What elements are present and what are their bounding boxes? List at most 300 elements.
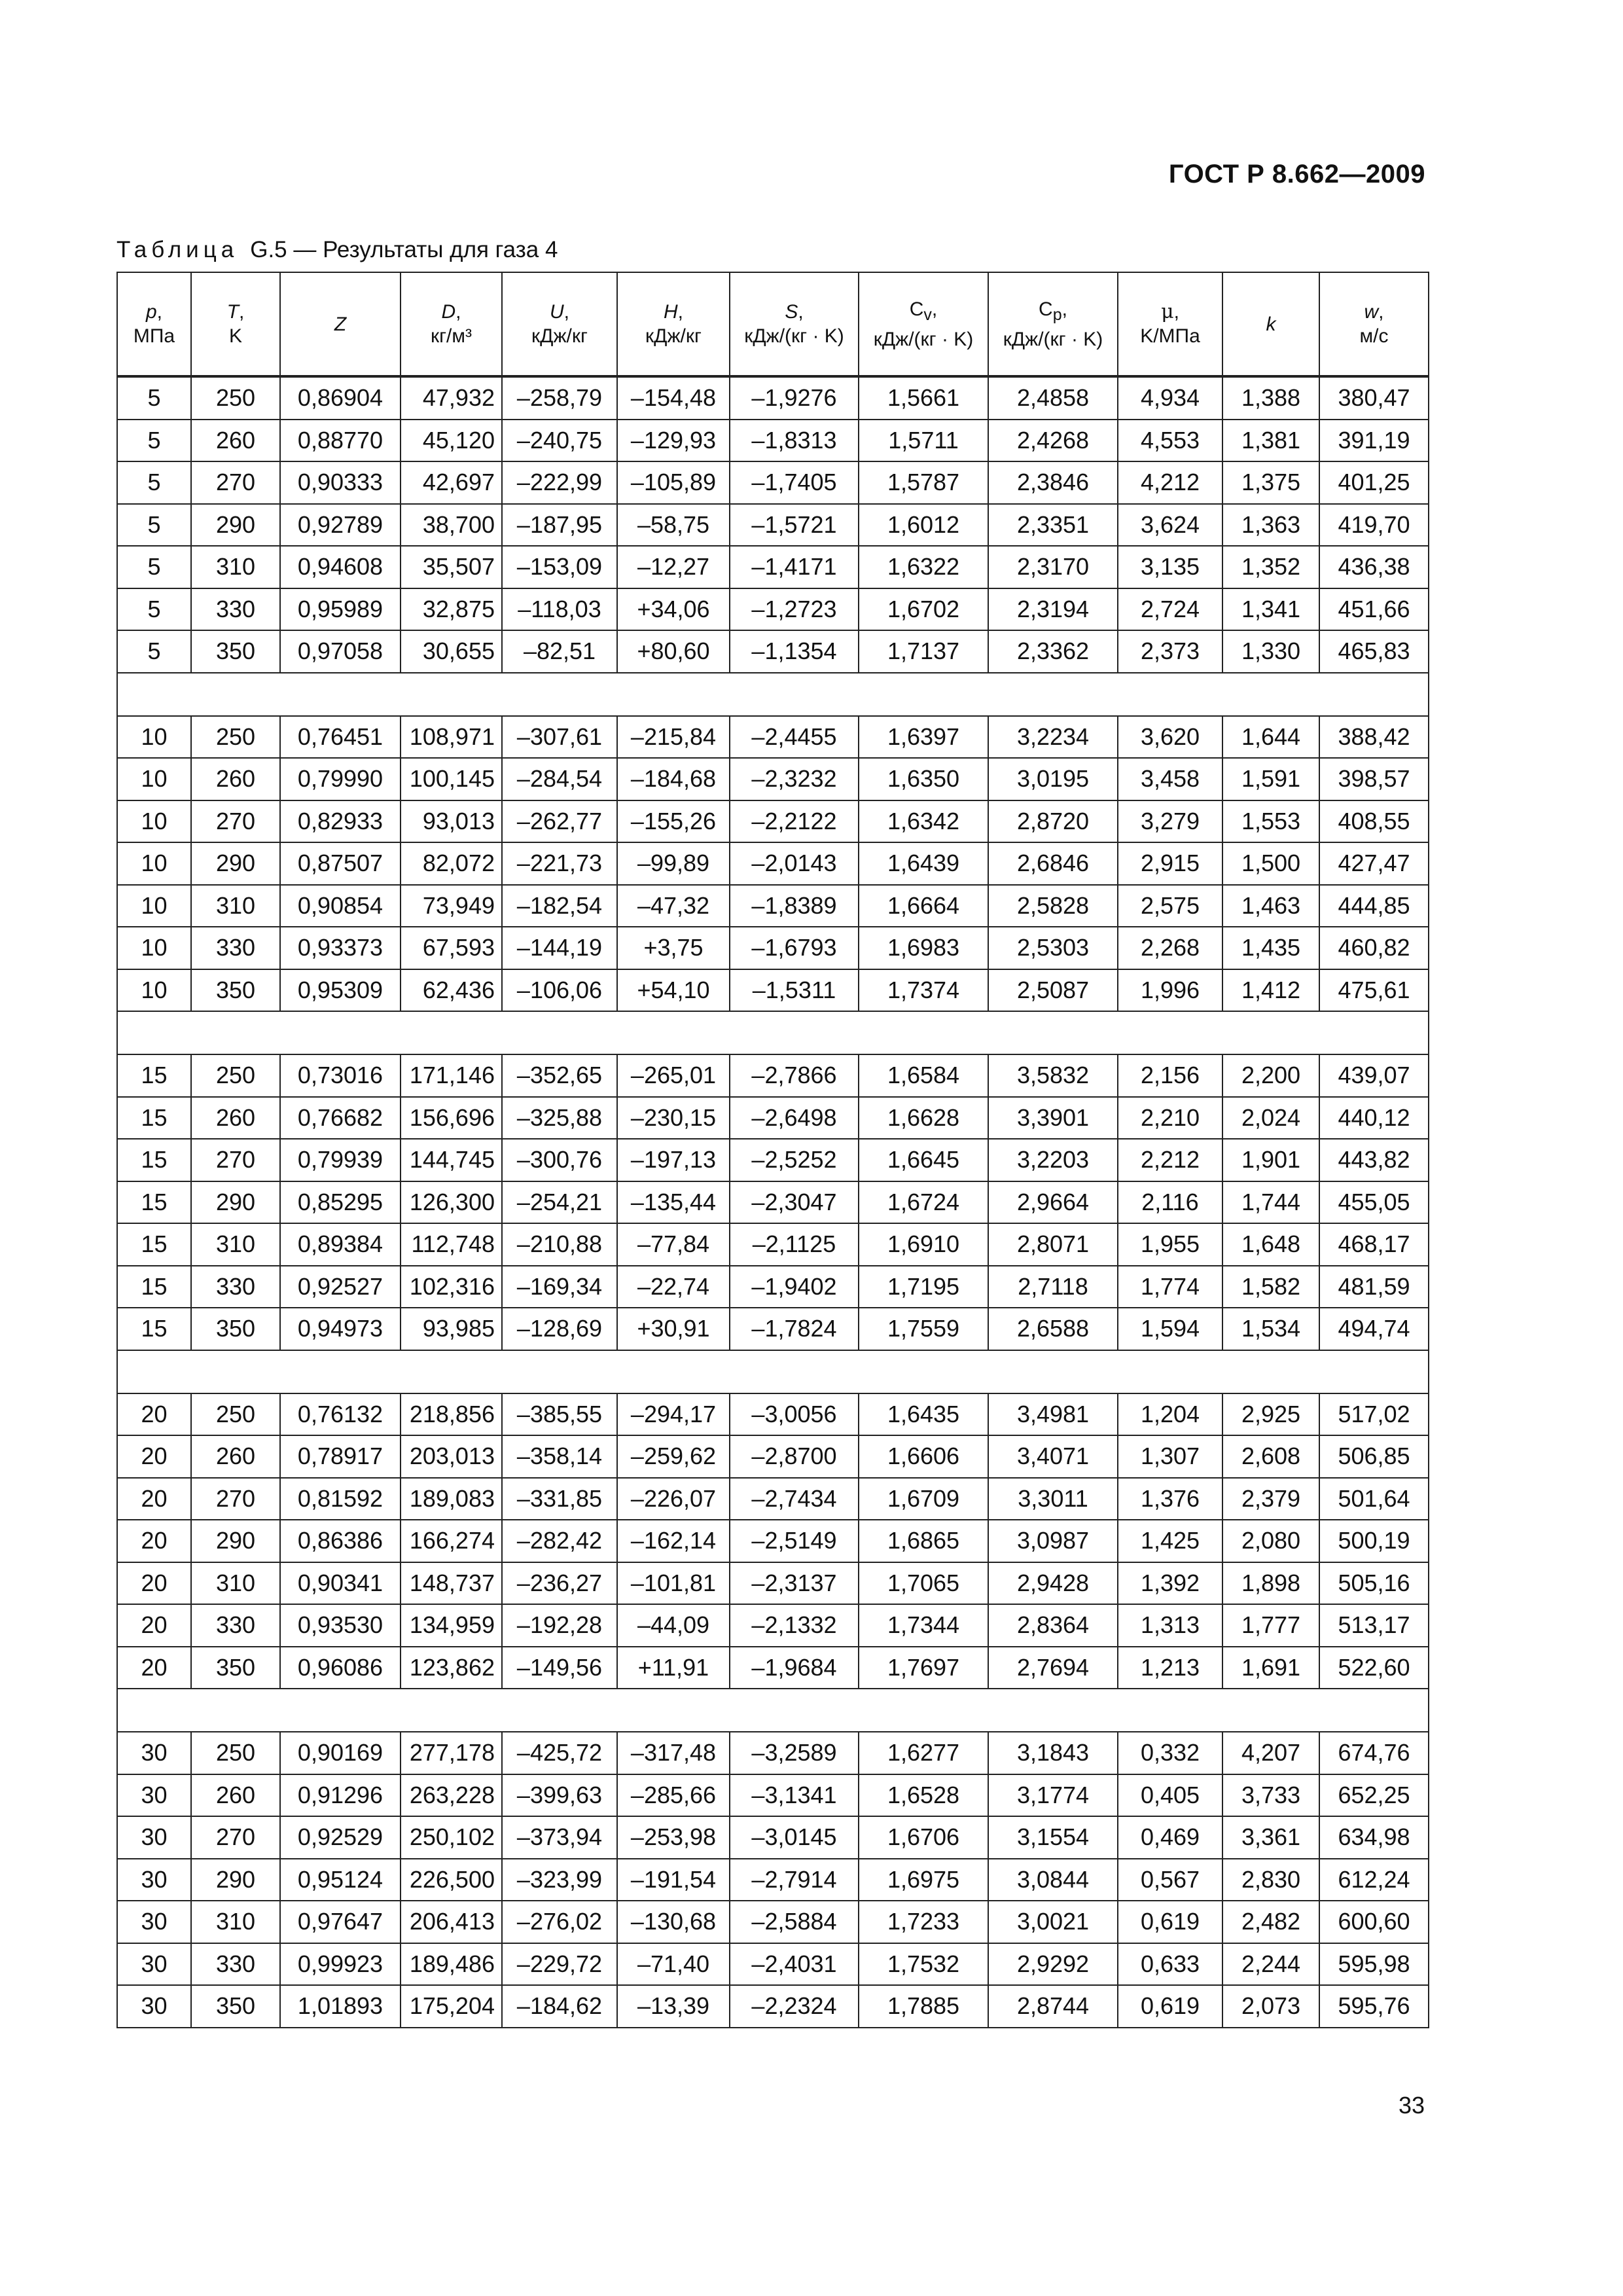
table-cell-enthalpy: –99,89 xyxy=(617,842,730,885)
column-symbol: S xyxy=(785,301,798,323)
table-cell-compressibility: 0,73016 xyxy=(280,1054,401,1097)
table-cell-compressibility: 0,89384 xyxy=(280,1223,401,1266)
table-cell-jt-coefficient: 1,307 xyxy=(1118,1435,1222,1478)
table-cell-heat-capacity-v: 1,6664 xyxy=(859,885,988,927)
table-cell-compressibility: 0,87507 xyxy=(280,842,401,885)
table-cell-entropy: –1,2723 xyxy=(730,588,859,631)
table-cell-heat-capacity-v: 1,7137 xyxy=(859,630,988,673)
table-cell-enthalpy: –259,62 xyxy=(617,1435,730,1478)
table-cell-pressure: 5 xyxy=(117,504,191,547)
column-unit: K/МПа xyxy=(1140,325,1200,347)
table-cell-density: 93,013 xyxy=(401,800,502,843)
table-cell-heat-capacity-p: 2,3170 xyxy=(988,546,1118,588)
table-cell-internal-energy: –307,61 xyxy=(502,716,617,759)
table-cell-heat-capacity-p: 2,6846 xyxy=(988,842,1118,885)
table-cell-isentropic-exponent: 1,534 xyxy=(1222,1308,1319,1350)
table-cell-density: 42,697 xyxy=(401,461,502,504)
table-cell-pressure: 5 xyxy=(117,420,191,462)
column-symbol: C xyxy=(909,298,924,320)
table-cell-isentropic-exponent: 1,591 xyxy=(1222,758,1319,800)
table-cell-isentropic-exponent: 1,363 xyxy=(1222,504,1319,547)
table-cell-enthalpy: –71,40 xyxy=(617,1943,730,1986)
table-cell-pressure: 5 xyxy=(117,461,191,504)
table-cell-jt-coefficient: 2,212 xyxy=(1118,1139,1222,1181)
table-cell-density: 226,500 xyxy=(401,1859,502,1901)
table-cell-pressure: 10 xyxy=(117,758,191,800)
table-cell-isentropic-exponent: 2,024 xyxy=(1222,1097,1319,1139)
table-cell-sound-speed: 481,59 xyxy=(1319,1266,1429,1308)
column-header-heat-capacity-p: $C_p$, кДж/(кг · K) xyxy=(988,272,1118,376)
table-cell-isentropic-exponent: 1,381 xyxy=(1222,420,1319,462)
table-cell-jt-coefficient: 2,156 xyxy=(1118,1054,1222,1097)
table-cell-heat-capacity-p: 2,5828 xyxy=(988,885,1118,927)
table-cell-heat-capacity-v: 1,6975 xyxy=(859,1859,988,1901)
table-cell-density: 134,959 xyxy=(401,1604,502,1647)
table-row xyxy=(117,1859,1429,1901)
table-cell-temperature: 310 xyxy=(191,1901,280,1943)
table-cell-compressibility: 0,85295 xyxy=(280,1181,401,1224)
table-cell-entropy: –3,1341 xyxy=(730,1774,859,1817)
table-cell-entropy: –1,8389 xyxy=(730,885,859,927)
table-cell-heat-capacity-v: 1,7344 xyxy=(859,1604,988,1647)
table-cell-density: 108,971 xyxy=(401,716,502,759)
table-cell-compressibility: 0,95309 xyxy=(280,969,401,1012)
page-number: 33 xyxy=(1398,2092,1425,2119)
table-cell-compressibility: 1,01893 xyxy=(280,1985,401,2028)
table-cell-sound-speed: 595,76 xyxy=(1319,1985,1429,2028)
table-cell-temperature: 330 xyxy=(191,1266,280,1308)
table-cell-isentropic-exponent: 2,830 xyxy=(1222,1859,1319,1901)
table-cell-heat-capacity-p: 2,3362 xyxy=(988,630,1118,673)
table-body xyxy=(117,376,1429,2028)
table-cell-entropy: –2,0143 xyxy=(730,842,859,885)
table-cell-isentropic-exponent: 2,073 xyxy=(1222,1985,1319,2028)
table-cell-temperature: 290 xyxy=(191,504,280,547)
table-cell-pressure: 30 xyxy=(117,1943,191,1986)
table-cell-temperature: 330 xyxy=(191,1943,280,1986)
table-cell-isentropic-exponent: 2,379 xyxy=(1222,1478,1319,1520)
table-cell-temperature: 270 xyxy=(191,461,280,504)
table-cell-entropy: –2,1332 xyxy=(730,1604,859,1647)
table-cell-internal-energy: –192,28 xyxy=(502,1604,617,1647)
table-cell-compressibility: 0,90333 xyxy=(280,461,401,504)
table-cell-isentropic-exponent: 2,608 xyxy=(1222,1435,1319,1478)
table-cell-entropy: –2,4455 xyxy=(730,716,859,759)
table-cell-density: 277,178 xyxy=(401,1732,502,1774)
table-row xyxy=(117,1901,1429,1943)
table-cell-internal-energy: –229,72 xyxy=(502,1943,617,1986)
table-cell-pressure: 10 xyxy=(117,842,191,885)
table-cell-enthalpy: +11,91 xyxy=(617,1647,730,1689)
column-unit: кДж/кг xyxy=(645,325,702,347)
table-cell-enthalpy: –265,01 xyxy=(617,1054,730,1097)
table-cell-internal-energy: –221,73 xyxy=(502,842,617,885)
table-cell-internal-energy: –182,54 xyxy=(502,885,617,927)
column-header-pressure: p, МПа xyxy=(117,272,191,376)
table-row xyxy=(117,969,1429,1012)
table-cell-isentropic-exponent: 1,644 xyxy=(1222,716,1319,759)
column-header-density: D, кг/м³ xyxy=(401,272,502,376)
table-cell-jt-coefficient: 1,996 xyxy=(1118,969,1222,1012)
table-cell-heat-capacity-v: 1,7374 xyxy=(859,969,988,1012)
table-cell-entropy: –2,5149 xyxy=(730,1520,859,1562)
table-cell-enthalpy: –155,26 xyxy=(617,800,730,843)
table-row xyxy=(117,1562,1429,1605)
table-cell-jt-coefficient: 2,210 xyxy=(1118,1097,1222,1139)
table-cell-density: 82,072 xyxy=(401,842,502,885)
table-cell-heat-capacity-p: 2,8744 xyxy=(988,1985,1118,2028)
column-unit: кДж/кг xyxy=(531,325,588,347)
table-cell-density: 166,274 xyxy=(401,1520,502,1562)
table-cell-enthalpy: +54,10 xyxy=(617,969,730,1012)
table-cell-sound-speed: 398,57 xyxy=(1319,758,1429,800)
table-cell-heat-capacity-v: 1,6910 xyxy=(859,1223,988,1266)
column-header-sound-speed: w, м/с xyxy=(1319,272,1429,376)
table-cell-enthalpy: –12,27 xyxy=(617,546,730,588)
table-cell-internal-energy: –187,95 xyxy=(502,504,617,547)
table-cell-heat-capacity-p: 2,9664 xyxy=(988,1181,1118,1224)
table-cell-entropy: –2,2122 xyxy=(730,800,859,843)
table-cell-enthalpy: –77,84 xyxy=(617,1223,730,1266)
column-symbol: H xyxy=(663,301,678,323)
table-cell-enthalpy: –226,07 xyxy=(617,1478,730,1520)
table-cell-temperature: 260 xyxy=(191,758,280,800)
table-cell-entropy: –3,0145 xyxy=(730,1816,859,1859)
table-cell-density: 218,856 xyxy=(401,1393,502,1436)
table-cell-temperature: 330 xyxy=(191,1604,280,1647)
table-cell-heat-capacity-v: 1,6528 xyxy=(859,1774,988,1817)
table-cell-temperature: 350 xyxy=(191,1308,280,1350)
table-cell-internal-energy: –236,27 xyxy=(502,1562,617,1605)
table-row xyxy=(117,1266,1429,1308)
table-cell-temperature: 270 xyxy=(191,1478,280,1520)
table-cell-heat-capacity-v: 1,6397 xyxy=(859,716,988,759)
table-cell-density: 30,655 xyxy=(401,630,502,673)
column-unit: кДж/(кг · K) xyxy=(873,328,974,350)
table-cell-internal-energy: –425,72 xyxy=(502,1732,617,1774)
table-cell-isentropic-exponent: 4,207 xyxy=(1222,1732,1319,1774)
table-cell-internal-energy: –222,99 xyxy=(502,461,617,504)
table-cell-temperature: 310 xyxy=(191,546,280,588)
table-row xyxy=(117,376,1429,420)
table-cell-heat-capacity-p: 3,0021 xyxy=(988,1901,1118,1943)
table-cell-pressure: 5 xyxy=(117,376,191,420)
table-row xyxy=(117,758,1429,800)
group-separator-cell xyxy=(117,1689,1429,1732)
table-cell-heat-capacity-v: 1,6706 xyxy=(859,1816,988,1859)
table-cell-jt-coefficient: 3,624 xyxy=(1118,504,1222,547)
table-cell-pressure: 30 xyxy=(117,1774,191,1817)
table-cell-heat-capacity-p: 2,3351 xyxy=(988,504,1118,547)
table-cell-compressibility: 0,90169 xyxy=(280,1732,401,1774)
table-cell-heat-capacity-v: 1,7233 xyxy=(859,1901,988,1943)
table-cell-entropy: –2,5884 xyxy=(730,1901,859,1943)
table-cell-compressibility: 0,76682 xyxy=(280,1097,401,1139)
table-cell-jt-coefficient: 0,332 xyxy=(1118,1732,1222,1774)
table-cell-jt-coefficient: 0,567 xyxy=(1118,1859,1222,1901)
table-cell-pressure: 15 xyxy=(117,1181,191,1224)
table-cell-heat-capacity-v: 1,7559 xyxy=(859,1308,988,1350)
table-cell-density: 203,013 xyxy=(401,1435,502,1478)
table-cell-compressibility: 0,96086 xyxy=(280,1647,401,1689)
table-row xyxy=(117,1816,1429,1859)
table-cell-jt-coefficient: 1,594 xyxy=(1118,1308,1222,1350)
table-cell-entropy: –2,5252 xyxy=(730,1139,859,1181)
table-cell-density: 47,932 xyxy=(401,376,502,420)
table-cell-isentropic-exponent: 2,200 xyxy=(1222,1054,1319,1097)
table-cell-jt-coefficient: 1,204 xyxy=(1118,1393,1222,1436)
table-cell-density: 123,862 xyxy=(401,1647,502,1689)
table-cell-temperature: 290 xyxy=(191,1859,280,1901)
table-cell-jt-coefficient: 4,553 xyxy=(1118,420,1222,462)
table-cell-heat-capacity-p: 3,5832 xyxy=(988,1054,1118,1097)
table-cell-entropy: –3,0056 xyxy=(730,1393,859,1436)
table-cell-density: 250,102 xyxy=(401,1816,502,1859)
table-cell-isentropic-exponent: 1,744 xyxy=(1222,1181,1319,1224)
column-symbol: Z xyxy=(334,313,347,335)
document-id: ГОСТ Р 8.662—2009 xyxy=(1168,160,1425,188)
table-cell-heat-capacity-v: 1,6702 xyxy=(859,588,988,631)
table-cell-isentropic-exponent: 1,553 xyxy=(1222,800,1319,843)
table-cell-heat-capacity-v: 1,7532 xyxy=(859,1943,988,1986)
table-cell-temperature: 270 xyxy=(191,1816,280,1859)
table-cell-isentropic-exponent: 3,361 xyxy=(1222,1816,1319,1859)
table-cell-temperature: 310 xyxy=(191,1223,280,1266)
table-cell-compressibility: 0,78917 xyxy=(280,1435,401,1478)
table-cell-heat-capacity-v: 1,6584 xyxy=(859,1054,988,1097)
table-row xyxy=(117,630,1429,673)
table-cell-isentropic-exponent: 2,244 xyxy=(1222,1943,1319,1986)
table-cell-entropy: –2,3232 xyxy=(730,758,859,800)
table-cell-jt-coefficient: 2,915 xyxy=(1118,842,1222,885)
table-cell-entropy: –2,6498 xyxy=(730,1097,859,1139)
table-cell-density: 175,204 xyxy=(401,1985,502,2028)
table-cell-temperature: 250 xyxy=(191,1054,280,1097)
table-cell-entropy: –2,3137 xyxy=(730,1562,859,1605)
table-cell-internal-energy: –106,06 xyxy=(502,969,617,1012)
table-cell-isentropic-exponent: 1,898 xyxy=(1222,1562,1319,1605)
table-cell-enthalpy: –197,13 xyxy=(617,1139,730,1181)
table-cell-internal-energy: –210,88 xyxy=(502,1223,617,1266)
column-unit: кДж/(кг · K) xyxy=(744,325,844,347)
table-cell-internal-energy: –149,56 xyxy=(502,1647,617,1689)
table-cell-jt-coefficient: 1,376 xyxy=(1118,1478,1222,1520)
table-cell-sound-speed: 451,66 xyxy=(1319,588,1429,631)
table-cell-sound-speed: 468,17 xyxy=(1319,1223,1429,1266)
table-cell-internal-energy: –258,79 xyxy=(502,376,617,420)
table-cell-temperature: 250 xyxy=(191,716,280,759)
table-cell-pressure: 30 xyxy=(117,1985,191,2028)
table-cell-entropy: –1,7824 xyxy=(730,1308,859,1350)
table-cell-jt-coefficient: 2,268 xyxy=(1118,927,1222,969)
table-cell-sound-speed: 501,64 xyxy=(1319,1478,1429,1520)
table-cell-entropy: –1,1354 xyxy=(730,630,859,673)
table-cell-heat-capacity-p: 2,7118 xyxy=(988,1266,1118,1308)
table-cell-isentropic-exponent: 1,648 xyxy=(1222,1223,1319,1266)
group-separator-cell xyxy=(117,1350,1429,1393)
table-cell-temperature: 290 xyxy=(191,842,280,885)
table-cell-heat-capacity-p: 3,4071 xyxy=(988,1435,1118,1478)
table-cell-pressure: 20 xyxy=(117,1478,191,1520)
table-cell-pressure: 20 xyxy=(117,1520,191,1562)
table-cell-sound-speed: 652,25 xyxy=(1319,1774,1429,1817)
table-cell-entropy: –1,9402 xyxy=(730,1266,859,1308)
table-cell-enthalpy: –44,09 xyxy=(617,1604,730,1647)
table-cell-internal-energy: –385,55 xyxy=(502,1393,617,1436)
table-cell-sound-speed: 475,61 xyxy=(1319,969,1429,1012)
table-row xyxy=(117,1985,1429,2028)
table-cell-enthalpy: –215,84 xyxy=(617,716,730,759)
table-cell-pressure: 30 xyxy=(117,1732,191,1774)
table-cell-entropy: –1,5311 xyxy=(730,969,859,1012)
table-cell-temperature: 330 xyxy=(191,588,280,631)
table-cell-compressibility: 0,93373 xyxy=(280,927,401,969)
table-cell-density: 156,696 xyxy=(401,1097,502,1139)
table-cell-compressibility: 0,92527 xyxy=(280,1266,401,1308)
table-cell-heat-capacity-v: 1,6983 xyxy=(859,927,988,969)
table-cell-enthalpy: +80,60 xyxy=(617,630,730,673)
table-cell-compressibility: 0,99923 xyxy=(280,1943,401,1986)
table-cell-enthalpy: –294,17 xyxy=(617,1393,730,1436)
table-cell-jt-coefficient: 0,469 xyxy=(1118,1816,1222,1859)
table-cell-heat-capacity-v: 1,6342 xyxy=(859,800,988,843)
table-cell-compressibility: 0,90854 xyxy=(280,885,401,927)
table-cell-heat-capacity-v: 1,6606 xyxy=(859,1435,988,1478)
table-cell-sound-speed: 436,38 xyxy=(1319,546,1429,588)
table-cell-internal-energy: –331,85 xyxy=(502,1478,617,1520)
table-cell-jt-coefficient: 1,774 xyxy=(1118,1266,1222,1308)
table-cell-enthalpy: +30,91 xyxy=(617,1308,730,1350)
group-separator-row xyxy=(117,1011,1429,1054)
table-cell-compressibility: 0,90341 xyxy=(280,1562,401,1605)
table-cell-isentropic-exponent: 1,691 xyxy=(1222,1647,1319,1689)
table-cell-pressure: 20 xyxy=(117,1604,191,1647)
table-cell-temperature: 250 xyxy=(191,376,280,420)
table-row xyxy=(117,842,1429,885)
table-cell-density: 32,875 xyxy=(401,588,502,631)
table-cell-heat-capacity-p: 2,5303 xyxy=(988,927,1118,969)
table-cell-compressibility: 0,95124 xyxy=(280,1859,401,1901)
table-row xyxy=(117,1943,1429,1986)
table-row xyxy=(117,1732,1429,1774)
table-cell-entropy: –1,9276 xyxy=(730,376,859,420)
table-cell-internal-energy: –118,03 xyxy=(502,588,617,631)
table-row xyxy=(117,1478,1429,1520)
table-cell-temperature: 270 xyxy=(191,1139,280,1181)
table-cell-pressure: 15 xyxy=(117,1308,191,1350)
table-row xyxy=(117,1097,1429,1139)
table-cell-sound-speed: 439,07 xyxy=(1319,1054,1429,1097)
table-cell-heat-capacity-p: 3,3011 xyxy=(988,1478,1118,1520)
table-cell-entropy: –2,4031 xyxy=(730,1943,859,1986)
table-cell-enthalpy: –13,39 xyxy=(617,1985,730,2028)
table-cell-density: 35,507 xyxy=(401,546,502,588)
table-cell-pressure: 15 xyxy=(117,1139,191,1181)
table-cell-sound-speed: 505,16 xyxy=(1319,1562,1429,1605)
table-cell-heat-capacity-p: 2,3194 xyxy=(988,588,1118,631)
table-cell-heat-capacity-v: 1,6435 xyxy=(859,1393,988,1436)
table-cell-heat-capacity-v: 1,6439 xyxy=(859,842,988,885)
table-cell-heat-capacity-v: 1,7195 xyxy=(859,1266,988,1308)
table-cell-sound-speed: 634,98 xyxy=(1319,1816,1429,1859)
table-cell-compressibility: 0,94973 xyxy=(280,1308,401,1350)
table-cell-temperature: 260 xyxy=(191,1097,280,1139)
table-cell-entropy: –2,8700 xyxy=(730,1435,859,1478)
table-cell-heat-capacity-v: 1,7065 xyxy=(859,1562,988,1605)
table-cell-enthalpy: –191,54 xyxy=(617,1859,730,1901)
table-cell-temperature: 250 xyxy=(191,1393,280,1436)
table-cell-internal-energy: –358,14 xyxy=(502,1435,617,1478)
table-cell-internal-energy: –399,63 xyxy=(502,1774,617,1817)
table-cell-sound-speed: 401,25 xyxy=(1319,461,1429,504)
column-symbol: k xyxy=(1266,313,1276,335)
column-symbol: C xyxy=(1039,298,1053,320)
table-row xyxy=(117,1393,1429,1436)
table-cell-temperature: 350 xyxy=(191,630,280,673)
table-cell-enthalpy: –317,48 xyxy=(617,1732,730,1774)
table-cell-heat-capacity-v: 1,7885 xyxy=(859,1985,988,2028)
table-cell-heat-capacity-v: 1,6277 xyxy=(859,1732,988,1774)
group-separator-row xyxy=(117,1350,1429,1393)
column-symbol: D xyxy=(441,301,456,323)
table-row xyxy=(117,1054,1429,1097)
table-cell-temperature: 350 xyxy=(191,969,280,1012)
group-separator-cell xyxy=(117,1011,1429,1054)
table-cell-entropy: –2,1125 xyxy=(730,1223,859,1266)
column-unit: кДж/(кг · K) xyxy=(1003,328,1103,350)
table-cell-pressure: 20 xyxy=(117,1435,191,1478)
table-cell-heat-capacity-v: 1,5787 xyxy=(859,461,988,504)
table-cell-enthalpy: –135,44 xyxy=(617,1181,730,1224)
table-cell-compressibility: 0,81592 xyxy=(280,1478,401,1520)
group-separator-cell xyxy=(117,673,1429,716)
table-cell-pressure: 30 xyxy=(117,1816,191,1859)
table-cell-isentropic-exponent: 1,463 xyxy=(1222,885,1319,927)
table-row xyxy=(117,588,1429,631)
table-cell-internal-energy: –240,75 xyxy=(502,420,617,462)
table-cell-temperature: 250 xyxy=(191,1732,280,1774)
table-cell-heat-capacity-p: 3,0987 xyxy=(988,1520,1118,1562)
table-cell-compressibility: 0,79939 xyxy=(280,1139,401,1181)
table-cell-sound-speed: 455,05 xyxy=(1319,1181,1429,1224)
table-cell-compressibility: 0,97058 xyxy=(280,630,401,673)
table-cell-pressure: 5 xyxy=(117,546,191,588)
table-cell-temperature: 260 xyxy=(191,420,280,462)
table-cell-enthalpy: –154,48 xyxy=(617,376,730,420)
table-cell-compressibility: 0,86386 xyxy=(280,1520,401,1562)
table-row xyxy=(117,461,1429,504)
column-header-enthalpy: H, кДж/кг xyxy=(617,272,730,376)
table-cell-internal-energy: –373,94 xyxy=(502,1816,617,1859)
table-cell-density: 62,436 xyxy=(401,969,502,1012)
table-row xyxy=(117,1139,1429,1181)
column-header-entropy: S, кДж/(кг · K) xyxy=(730,272,859,376)
table-cell-heat-capacity-p: 2,9428 xyxy=(988,1562,1118,1605)
table-cell-internal-energy: –153,09 xyxy=(502,546,617,588)
table-row xyxy=(117,504,1429,547)
table-cell-internal-energy: –325,88 xyxy=(502,1097,617,1139)
table-cell-entropy: –2,7866 xyxy=(730,1054,859,1097)
table-cell-compressibility: 0,88770 xyxy=(280,420,401,462)
table-cell-enthalpy: –22,74 xyxy=(617,1266,730,1308)
table-cell-heat-capacity-p: 2,3846 xyxy=(988,461,1118,504)
table-cell-jt-coefficient: 1,425 xyxy=(1118,1520,1222,1562)
table-cell-heat-capacity-v: 1,6709 xyxy=(859,1478,988,1520)
table-cell-pressure: 30 xyxy=(117,1859,191,1901)
table-cell-jt-coefficient: 4,934 xyxy=(1118,376,1222,420)
table-cell-temperature: 290 xyxy=(191,1181,280,1224)
table-cell-compressibility: 0,95989 xyxy=(280,588,401,631)
